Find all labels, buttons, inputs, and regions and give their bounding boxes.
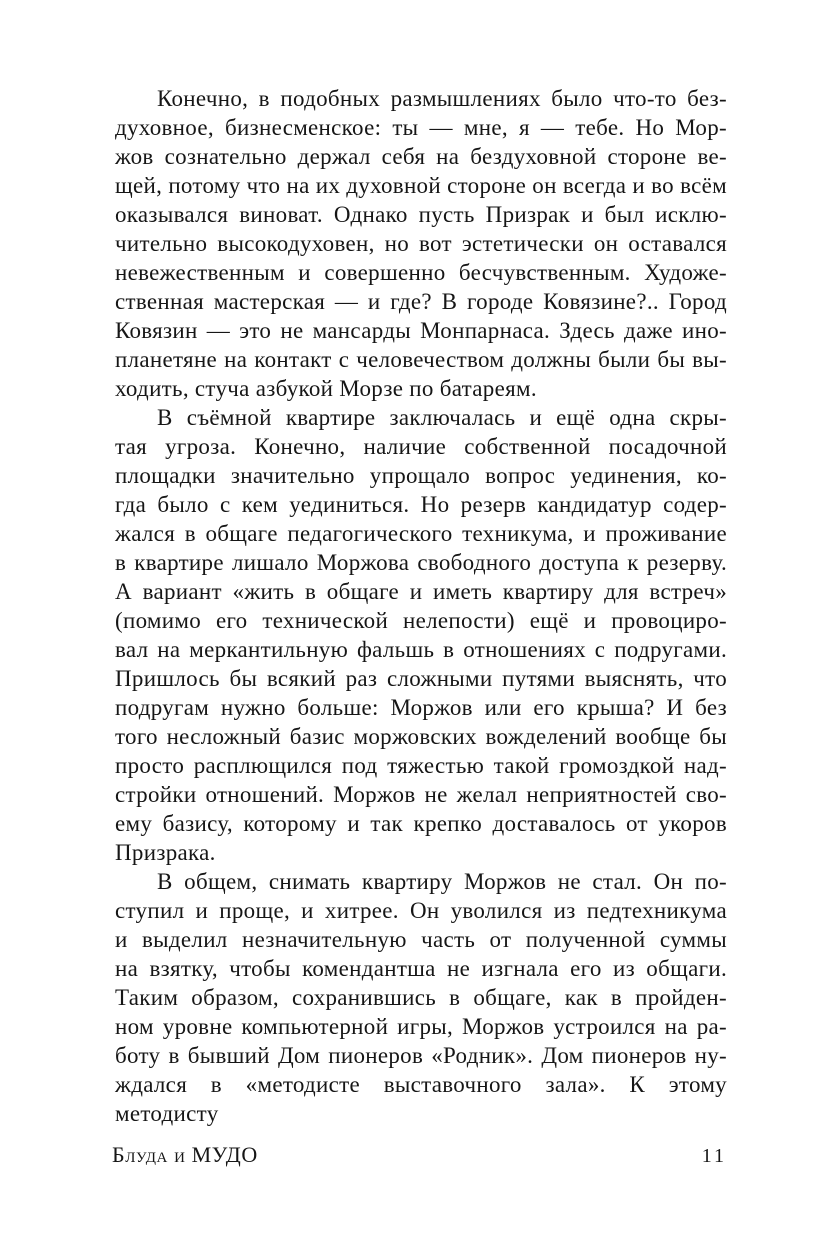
text-line: площадки значительно упрощало вопрос уединения, ко- [115, 463, 727, 488]
text-line: ждался в «методисте выставочного зала». К этому методисту [115, 1072, 727, 1126]
text-line: в квартире лишало Моржова свободного доступа к резерву. [115, 550, 727, 575]
text-line: просто расплющился под тяжестью такой громоздкой над- [115, 753, 727, 778]
text-line: стройки отношений. Моржов не желал неприятностей сво- [115, 782, 727, 807]
text-line: ему базису, которому и так крепко доставалось от укоров [115, 811, 727, 836]
paragraph [115, 867, 727, 1128]
text-line: ственная мастерская — и где? В городе Ковязине?.. Город [115, 289, 727, 314]
text-line: Таким образом, сохранившись в общаге, как в пройден- [115, 985, 727, 1010]
text-line: щей, потому что на их духовной стороне он всегда и во всём [115, 173, 727, 198]
text-line: вал на меркантильную фальшь в отношениях с подругами. [115, 637, 727, 662]
text-line: жался в общаге педагогического техникума, и проживание [115, 521, 727, 546]
text-line: тая угроза. Конечно, наличие собственной посадочной [115, 434, 727, 459]
text-line: гда было с кем уединиться. Но резерв кандидатур содер- [115, 492, 727, 517]
text-line: В съёмной квартире заключалась и ещё одна скры- [157, 405, 727, 430]
page-footer [112, 1142, 727, 1168]
text-line: В общем, снимать квартиру Моржов не стал. Он по- [157, 869, 727, 894]
text-line: ступил и проще, и хитрее. Он уволился из педтехникума [115, 898, 727, 923]
text-line: чительно высокодуховен, но вот эстетически он оставался [115, 231, 727, 256]
paragraph [115, 403, 727, 867]
text-line: и выделил незначительную часть от полученной суммы [115, 927, 727, 952]
text-line: подругам нужно больше: Моржов или его крыша? И без [115, 695, 727, 720]
body-text [115, 84, 727, 1128]
text-line: Призрака. [115, 840, 216, 865]
text-line: А вариант «жить в общаге и иметь квартиру для встреч» [115, 579, 727, 604]
text-line: ном уровне компьютерной игры, Моржов устроился на ра- [115, 1014, 727, 1039]
text-line: жов сознательно держал себя на бездуховной стороне ве- [115, 144, 727, 169]
text-line: невежественным и совершенно бесчувственным. Художе- [115, 260, 727, 285]
text-line: духовное, бизнесменское: ты — мне, я — тебе. Но Мор- [115, 115, 727, 140]
text-line: Конечно, в подобных размышлениях было что-то без- [157, 86, 727, 111]
text-line: боту в бывший Дом пионеров «Родник». Дом пионеров ну- [115, 1043, 727, 1068]
text-line: Ковязин — это не мансарды Монпарнаса. Здесь даже ино- [115, 318, 727, 343]
text-line: планетяне на контакт с человечеством должны были бы вы- [115, 347, 727, 372]
text-line: на взятку, чтобы комендантша не изгнала его из общаги. [115, 956, 727, 981]
text-line: Пришлось бы всякий раз сложными путями выяснять, что [115, 666, 727, 691]
text-line: ходить, стуча азбукой Морзе по батареям. [115, 376, 537, 401]
paragraph [115, 84, 727, 403]
text-line: того несложный базис моржовских вожделений вообще бы [115, 724, 727, 749]
text-line: (помимо его технической нелепости) ещё и провоциро- [115, 608, 727, 633]
page-number: 11 [701, 1145, 727, 1167]
running-title: Блуда и МУДО [112, 1142, 258, 1167]
text-line: оказывался виноват. Однако пусть Призрак и был исклю- [115, 202, 727, 227]
